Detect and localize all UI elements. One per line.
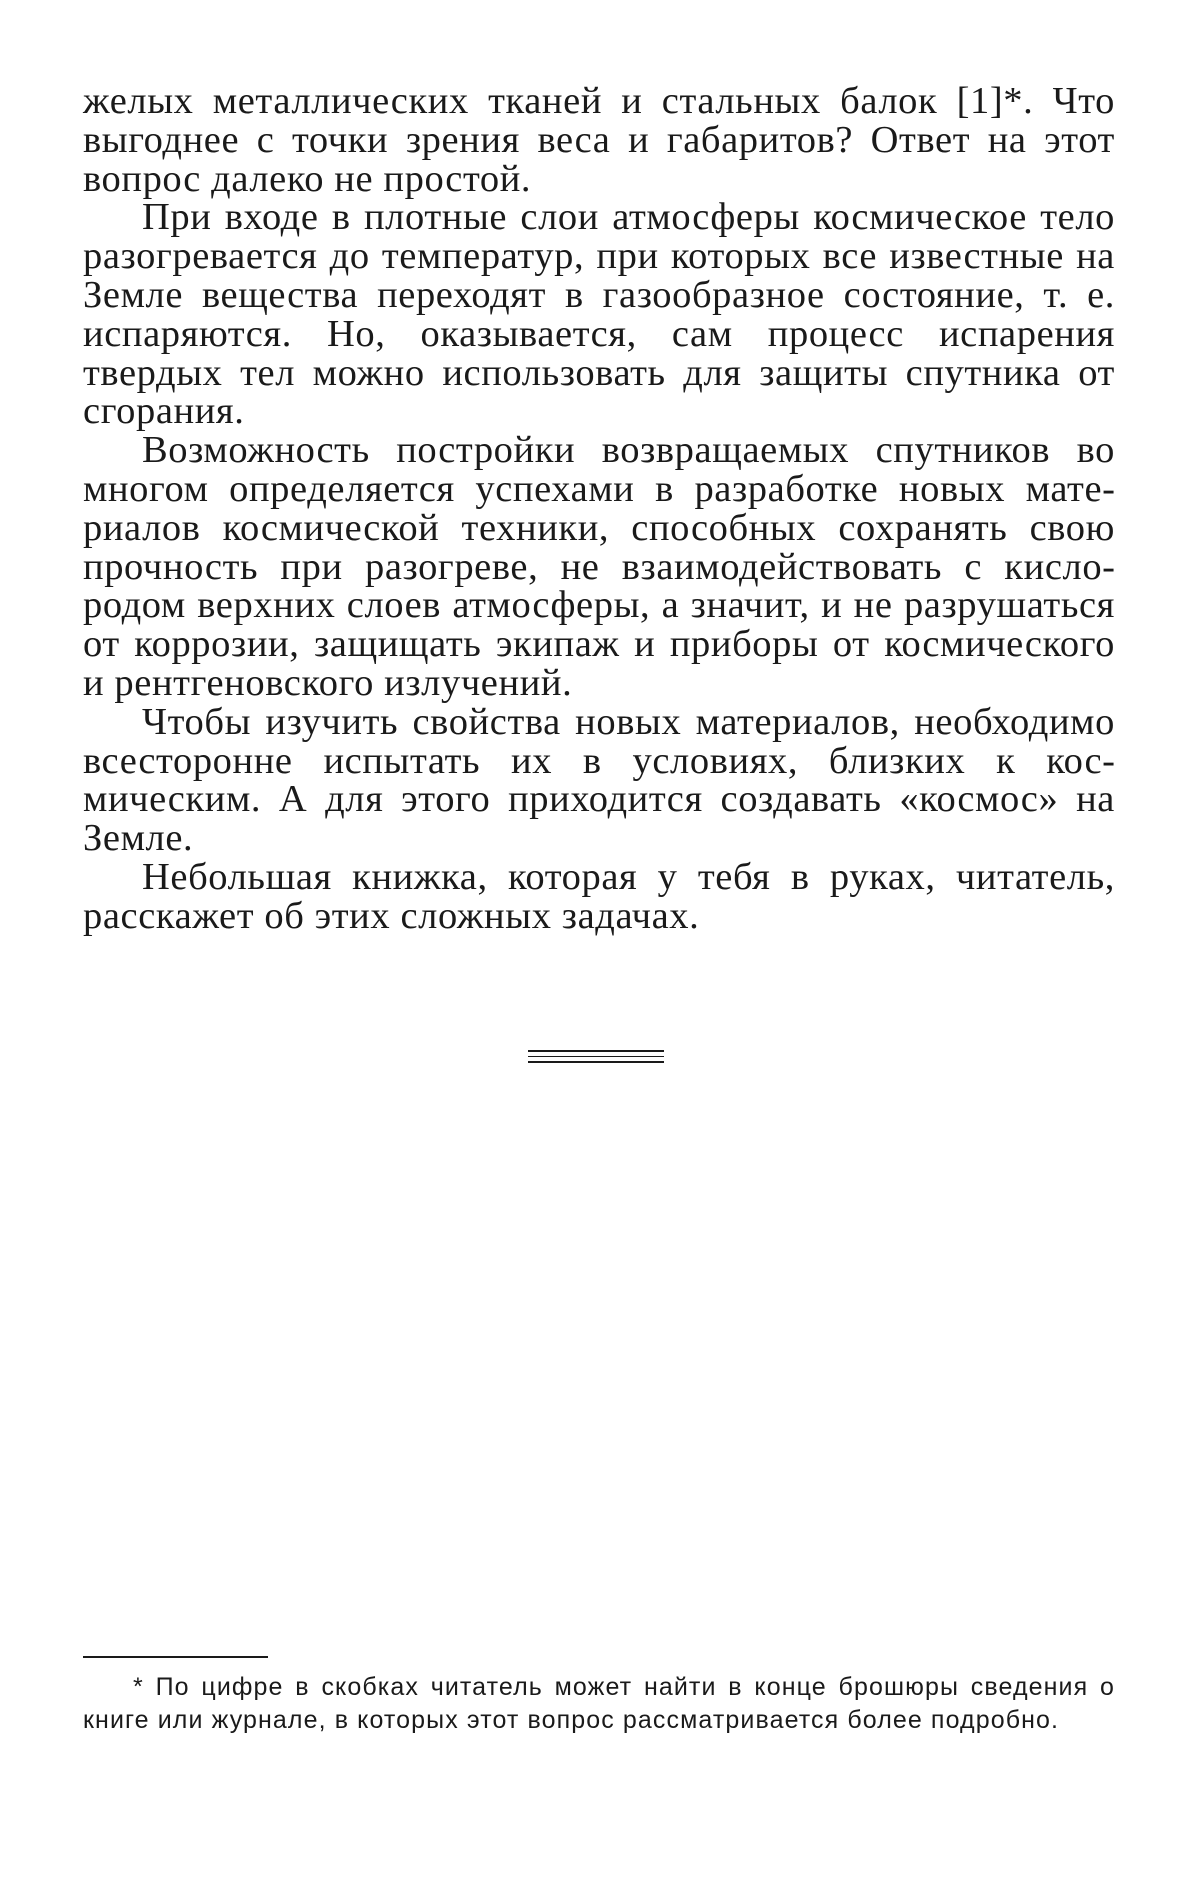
section-end-ornament [528,1048,664,1064]
paragraph-book-intro: Небольшая книжка, которая у тебя в руках, читатель, расскажет об этих сложных задачах. [83,855,1115,937]
main-text [83,82,1115,936]
paragraph-testing-materials: Чтобы изучить свойства новых материалов, необходимо всесторонне испытать их в условиях, близких к космическим. А для этого приходится создавать «космос» на Земле. [83,700,1115,860]
footnote-separator [83,1656,268,1658]
ornament-rule-bottom [528,1061,664,1063]
paragraph-continuation: желых металлических тканей и стальных балок [1]*. Что выгоднее с точки зрения веса и габаритов? Ответ на этот вопрос далеко не простой. [83,80,1115,200]
footnote: * По цифре в скобках читатель может найти в конце брошюры сведения о книге или журнале, в которых этот вопрос рассматривается более подробно. [83,1673,1115,1734]
ornament-rule-top [528,1050,664,1052]
paragraph-atmosphere-entry: При входе в плотные слои атмосферы космическое тело разогревается до температур, при которых все известные на Земле вещества переходят в газообразное состояние, т. е. испаряются. Но, оказывается, сам процесс испарения твердых тел можно использовать для защиты спутника от сгорания. [83,196,1115,433]
ornament-rule-middle [528,1056,664,1057]
paragraph-returnable-satellites: Возможность постройки возвращаемых спутников во многом определяется успехами в разработке новых материалов космической техники, способных сохранять свою прочность при разогреве, не взаимодействовать с кислородом верхних слоев атмосферы, а значит, и не разрушаться от коррозии, защищать экипаж и приборы от космического и рентгеновского излучений. [83,429,1115,704]
